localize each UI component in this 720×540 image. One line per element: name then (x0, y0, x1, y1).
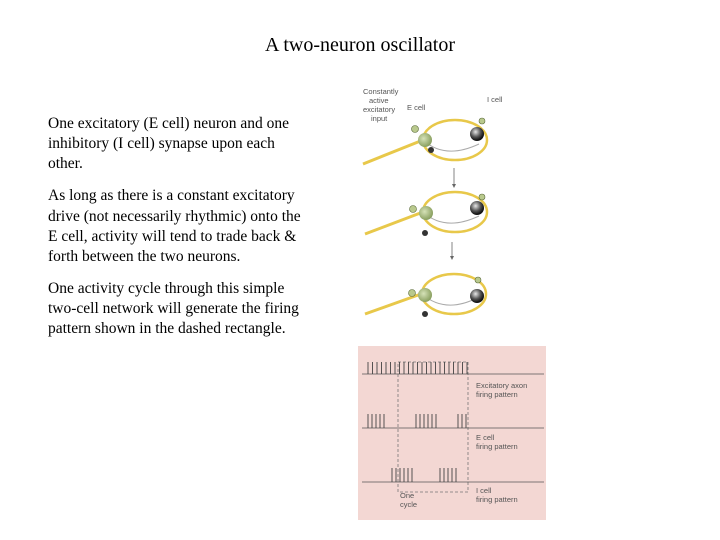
circuit-stage-2 (365, 192, 487, 258)
e-cell-spikes (368, 414, 466, 428)
circuit-stage-1 (363, 118, 487, 186)
constant-input-label-4: input (371, 114, 388, 123)
e-cell-label: E cell (407, 103, 426, 112)
i-cell-body-3 (470, 289, 484, 303)
firing-pattern-traces (358, 346, 546, 520)
firing-pattern-panel (358, 346, 546, 520)
i-cell-trace-label-1: I cell (476, 486, 492, 495)
paragraph-2: As long as there is a constant excitatory drive (not necessarily rhythmic) onto the E cell, activity will tend to trade back & forth between the two neurons. (48, 187, 301, 265)
e-cell-trace-label-2: firing pattern (476, 442, 518, 451)
oscillator-circuit-figure (355, 82, 555, 327)
slide-body (48, 114, 310, 351)
e-cell-body-3 (418, 288, 432, 302)
excitatory-axon-label-1: Excitatory axon (476, 381, 528, 390)
one-cycle-dashed-rectangle (398, 362, 468, 492)
constant-input-label-2: active (369, 96, 389, 105)
e-cell-body-2 (419, 206, 433, 220)
i-cell-body-2 (470, 201, 484, 215)
constant-input-label-1: Constantly (363, 87, 399, 96)
i-cell-label: I cell (487, 95, 503, 104)
e-cell-body-1 (418, 133, 432, 147)
e-cell-trace-label-1: E cell (476, 433, 495, 442)
slide-title: A two-neuron oscillator (265, 34, 455, 56)
excitatory-axon-label-2: firing pattern (476, 390, 518, 399)
one-cycle-label-1: One (400, 491, 415, 500)
i-cell-spikes (392, 468, 456, 482)
one-cycle-label-2: cycle (400, 500, 418, 509)
circuit-stage-3 (365, 274, 486, 317)
paragraph-3: One activity cycle through this simple two-cell network will generate the firing pattern shown in the dashed rectangle. (48, 279, 299, 338)
constant-input-label-3: excitatory (363, 105, 396, 114)
paragraph-1: One excitatory (E cell) neuron and one inhibitory (I cell) synapse upon each other. (48, 115, 290, 173)
i-cell-trace-label-2: firing pattern (476, 495, 518, 504)
excitatory-axon-spikes (368, 362, 467, 374)
i-cell-body-1 (470, 127, 484, 141)
